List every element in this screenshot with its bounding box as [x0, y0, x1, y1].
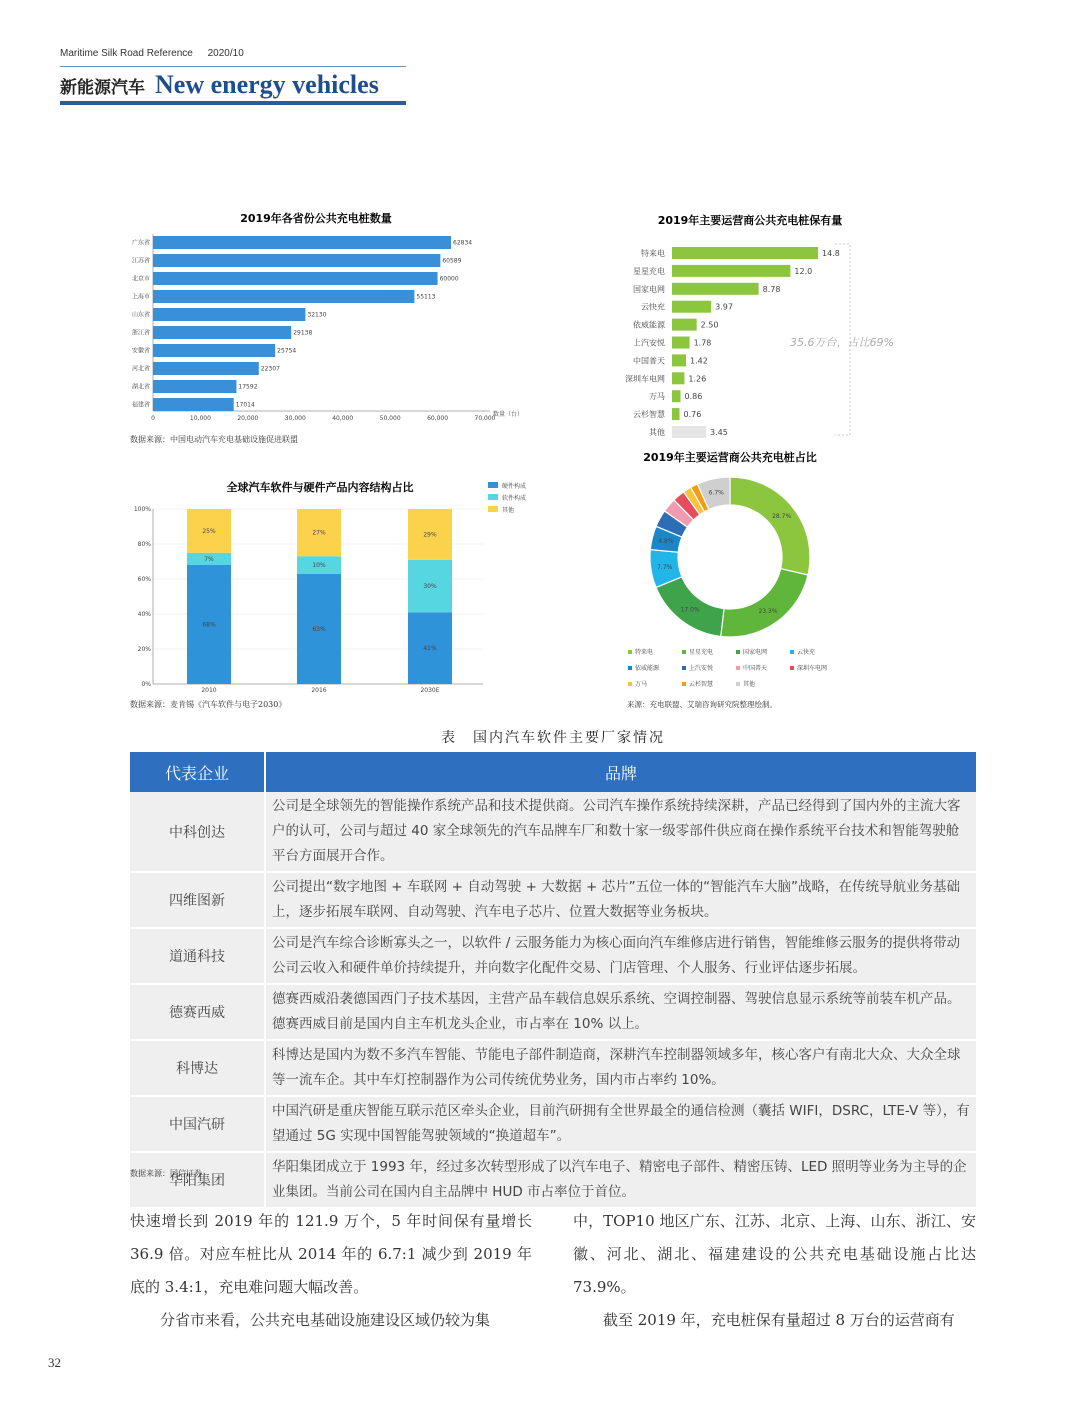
x-tick-label: 0	[151, 415, 155, 422]
segment-value-label: 68%	[202, 621, 216, 629]
x-tick-label: 40,000	[332, 415, 354, 422]
description-cell: 公司提出“数字地图 + 车联网 + 自动驾驶 + 大数据 + 芯片”五位一体的“智能汽车大脑”战略，在传统导航业务基础上，逐步拓展车联网、自动驾驶、汽车电子芯片、位置大数据等业务板块。	[265, 872, 976, 928]
bar-value-label: 8.78	[762, 284, 781, 294]
bar-value-label: 60000	[439, 275, 459, 283]
y-tick-label: 80%	[137, 541, 151, 548]
bar	[672, 301, 711, 313]
bar-value-label: 17592	[238, 383, 258, 391]
legend-swatch	[682, 666, 686, 670]
company-cell: 德赛西威	[130, 984, 265, 1040]
y-tick-label: 0%	[141, 681, 151, 688]
table-row	[130, 792, 976, 872]
segment-value-label: 10%	[312, 562, 326, 569]
slice-value-label: 23.3%	[758, 607, 778, 615]
company-cell: 道通科技	[130, 928, 265, 984]
legend-swatch	[682, 650, 686, 654]
legend-swatch	[736, 666, 740, 670]
company-cell: 中国汽研	[130, 1096, 265, 1152]
x-tick-label: 60,000	[427, 415, 449, 422]
bar	[153, 308, 305, 321]
bar	[153, 290, 414, 303]
category-label: 河北省	[131, 365, 150, 373]
legend-label: 特来电	[635, 649, 654, 656]
column-header-company: 代表企业	[130, 752, 265, 792]
chart-source: 数据来源：中国电动汽车充电基础设施促进联盟	[130, 435, 298, 444]
bar	[153, 254, 440, 267]
bar-value-label: 14.8	[822, 249, 840, 258]
paragraph: 快速增长到 2019 年的 121.9 万个，5 年时间保有量增长 36.9 倍。对应车桩比从 2014 年的 6.7:1 减少到 2019 年底的 3.4:1，充电难问题大幅改善。	[130, 1212, 532, 1296]
category-label: 中国普天	[633, 356, 665, 366]
legend-swatch	[488, 506, 498, 512]
bar-value-label: 29138	[293, 329, 313, 337]
bar-value-label: 3.45	[710, 428, 728, 437]
chart-title: 2019年主要运营商公共充电桩保有量	[657, 214, 843, 227]
legend-label: 云杉智慧	[689, 681, 714, 688]
category-label: 万马	[649, 392, 665, 402]
chart-title: 全球汽车软件与硬件产品内容结构占比	[226, 481, 414, 494]
table-row	[130, 872, 976, 928]
company-cell: 华阳集团	[130, 1152, 265, 1208]
bar-value-label: 3.97	[715, 302, 733, 312]
bar-value-label: 0.76	[683, 410, 702, 420]
bar	[153, 344, 275, 357]
category-label: 安徽省	[131, 347, 150, 355]
bar	[672, 372, 684, 384]
slice-value-label: 17.0%	[680, 606, 700, 614]
legend-label: 星星充电	[689, 649, 714, 656]
bar-value-label: 55113	[416, 293, 436, 301]
slice-value-label: 6.7%	[708, 489, 724, 497]
bar-value-label: 60589	[442, 257, 462, 265]
pie-slice	[730, 477, 810, 575]
table-row	[130, 1096, 976, 1152]
legend-label: 云快充	[797, 649, 816, 656]
chart-source: 来源：充电联盟、艾瑞咨询研究院整理绘制。	[627, 700, 777, 709]
publication-name: Maritime Silk Road Reference	[60, 48, 193, 59]
province-chargers-chart	[128, 207, 528, 432]
segment-value-label: 7%	[204, 555, 214, 563]
chart-source: 数据来源：麦肯锡《汽车软件与电子2030》	[130, 700, 287, 709]
bar	[672, 319, 697, 331]
legend-label: 中国普天	[743, 665, 768, 672]
x-tick-label: 10,000	[189, 415, 211, 422]
legend-swatch	[488, 494, 498, 500]
bar	[672, 337, 690, 349]
legend-label: 其他	[743, 681, 756, 688]
pie-slice	[721, 569, 808, 637]
slice-value-label: 28.7%	[772, 512, 792, 520]
legend-swatch	[628, 666, 632, 670]
legend-label: 国家电网	[743, 649, 768, 656]
bar	[153, 236, 451, 249]
legend-swatch	[790, 650, 794, 654]
category-label: 山东省	[131, 311, 150, 319]
legend-label: 万马	[635, 681, 648, 688]
bar-value-label: 17014	[235, 401, 255, 409]
description-cell: 中国汽研是重庆智能互联示范区牵头企业，目前汽研拥有全世界最全的通信检测（囊括 WIFI，DSRC，LTE-V 等），有望通过 5G 实现中国智能驾驶领域的“换道超车”。	[265, 1096, 976, 1152]
page-number: 32	[48, 1355, 61, 1370]
legend-label: 软件构成	[502, 495, 527, 502]
legend-swatch	[736, 682, 740, 686]
paragraph: 中，TOP10 地区广东、江苏、北京、上海、山东、浙江、安徽、河北、湖北、福建建设的公共充电基础设施占比达 73.9%。	[573, 1212, 976, 1296]
paragraph: 分省市来看，公共充电基础设施建设区域仍较为集	[160, 1311, 491, 1329]
y-tick-label: 40%	[137, 611, 151, 618]
legend-swatch	[628, 682, 632, 686]
bar	[672, 247, 818, 259]
bar-value-label: 1.78	[693, 338, 712, 348]
bar	[153, 398, 234, 411]
description-cell: 华阳集团成立于 1993 年，经过多次转型形成了以汽车电子、精密电子部件、精密压铸、LED 照明等业务为主导的企业集团。当前公司在国内自主品牌中 HUD 市占率位于首位。	[265, 1152, 976, 1208]
bar-value-label: 25754	[277, 347, 297, 355]
legend-swatch	[628, 650, 632, 654]
bar-value-label: 12.0	[794, 266, 813, 276]
segment-value-label: 27%	[312, 529, 326, 537]
legend-swatch	[790, 666, 794, 670]
table-row	[130, 928, 976, 984]
legend-label: 其他	[502, 507, 515, 514]
bar	[672, 283, 759, 295]
category-label: 广东省	[131, 239, 150, 247]
x-tick-label: 2010	[201, 687, 217, 694]
bar	[672, 426, 706, 438]
bar	[153, 362, 259, 375]
category-label: 浙江省	[131, 329, 150, 337]
x-tick-label: 30,000	[284, 415, 306, 422]
description-cell: 德赛西威沿袭德国西门子技术基因，主营产品车载信息娱乐系统、空调控制器、驾驶信息显示系统等前装车机产品。德赛西威目前是国内自主车机龙头企业，市占率在 10% 以上。	[265, 984, 976, 1040]
x-tick-label: 50,000	[379, 415, 401, 422]
category-label: 湖北省	[131, 383, 150, 391]
company-cell: 科博达	[130, 1040, 265, 1096]
header-divider	[60, 66, 406, 67]
table-row	[130, 1040, 976, 1096]
table-source: 数据来源：国信证券	[130, 1169, 202, 1178]
software-vendors-table	[130, 752, 976, 1209]
category-label: 深圳车电网	[625, 374, 665, 384]
legend-swatch	[682, 682, 686, 686]
category-label: 特来电	[641, 249, 665, 258]
software-hardware-chart	[128, 478, 538, 698]
column-header-brand: 品牌	[265, 752, 976, 792]
category-label: 云快充	[641, 302, 665, 312]
body-column-right	[573, 1205, 976, 1337]
bar	[672, 354, 686, 366]
issue-number: 2020/10	[207, 48, 244, 59]
segment-value-label: 29%	[423, 531, 437, 539]
table-row	[130, 1152, 976, 1208]
bar-value-label: 2.50	[700, 320, 719, 330]
bar-value-label: 62834	[453, 239, 473, 247]
segment-value-label: 25%	[202, 527, 216, 535]
category-label: 国家电网	[633, 284, 665, 294]
bar	[153, 272, 438, 285]
company-cell: 中科创达	[130, 792, 265, 872]
legend-swatch	[488, 482, 498, 488]
x-tick-label: 70,000	[474, 415, 496, 422]
bar	[153, 326, 291, 339]
table-row	[130, 984, 976, 1040]
legend-label: 深圳车电网	[797, 665, 828, 672]
category-label: 上汽安悦	[633, 338, 665, 348]
body-column-left	[130, 1205, 532, 1337]
operator-share-donut-chart	[620, 447, 860, 695]
bar-value-label: 0.86	[684, 392, 703, 402]
annotation-text: 35.6万台，占比69%	[790, 336, 894, 349]
section-title	[60, 70, 379, 100]
bar	[672, 408, 679, 420]
bar	[153, 380, 236, 393]
operator-chargers-chart	[610, 210, 910, 442]
category-label: 北京市	[131, 275, 150, 283]
chart-title: 2019年各省份公共充电桩数量	[240, 212, 392, 225]
legend-label: 依威能源	[635, 665, 660, 672]
bar	[672, 265, 790, 277]
bar-value-label: 1.42	[690, 356, 708, 366]
table-caption: 表 国内汽车软件主要厂家情况	[441, 730, 665, 746]
bar	[672, 390, 680, 402]
x-tick-label: 2016	[311, 687, 327, 694]
bar-value-label: 22307	[260, 365, 280, 373]
category-label: 江苏省	[131, 257, 150, 265]
y-tick-label: 100%	[133, 506, 151, 513]
legend-label: 上汽安悦	[689, 665, 714, 672]
category-label: 福建省	[131, 401, 150, 409]
segment-value-label: 41%	[423, 645, 437, 653]
segment-value-label: 63%	[312, 625, 326, 633]
section-title-cn: 新能源汽车	[60, 78, 145, 98]
section-underline	[60, 101, 406, 105]
legend-swatch	[736, 650, 740, 654]
chart-title: 2019年主要运营商公共充电桩占比	[643, 451, 817, 464]
y-tick-label: 20%	[137, 646, 151, 653]
category-label: 其他	[649, 428, 665, 437]
description-cell: 公司是汽车综合诊断寡头之一，以软件 / 云服务能力为核心面向汽车维修店进行销售，智能维修云服务的提供将带动公司云收入和硬件单价持续提升，并向数字化配件交易、门店管理、个人服务、行业评估逐步拓展。	[265, 928, 976, 984]
category-label: 依威能源	[633, 320, 665, 330]
bar-value-label: 1.26	[688, 374, 707, 384]
segment-value-label: 30%	[423, 583, 437, 590]
category-label: 云杉智慧	[633, 410, 665, 420]
x-tick-label: 2030E	[420, 687, 440, 694]
table-header-row	[130, 752, 976, 792]
x-tick-label: 20,000	[237, 415, 259, 422]
slice-value-label: 4.8%	[658, 538, 674, 546]
category-label: 上海市	[131, 293, 150, 301]
paragraph: 截至 2019 年，充电桩保有量超过 8 万台的运营商有	[603, 1311, 955, 1329]
section-title-en: New energy vehicles	[155, 70, 379, 99]
legend-label: 硬件构成	[502, 483, 527, 490]
running-header	[60, 48, 256, 59]
category-label: 星星充电	[633, 266, 665, 276]
company-cell: 四维图新	[130, 872, 265, 928]
x-axis-label: 数量（台）	[493, 411, 524, 418]
description-cell: 科博达是国内为数不多汽车智能、节能电子部件制造商，深耕汽车控制器领域多年，核心客户有南北大众、大众全球等一流车企。其中车灯控制器作为公司传统优势业务，国内市占率约 10%。	[265, 1040, 976, 1096]
bar-value-label: 32130	[307, 311, 327, 319]
slice-value-label: 7.7%	[657, 563, 673, 571]
description-cell: 公司是全球领先的智能操作系统产品和技术提供商。公司汽车操作系统持续深耕，产品已经得到了国内外的主流大客户的认可，公司与超过 40 家全球领先的汽车品牌车厂和数十家一级零部件供应商在操作系统平台技术和智能驾驶舱平台方面展开合作。	[265, 792, 976, 872]
y-tick-label: 60%	[137, 576, 151, 583]
